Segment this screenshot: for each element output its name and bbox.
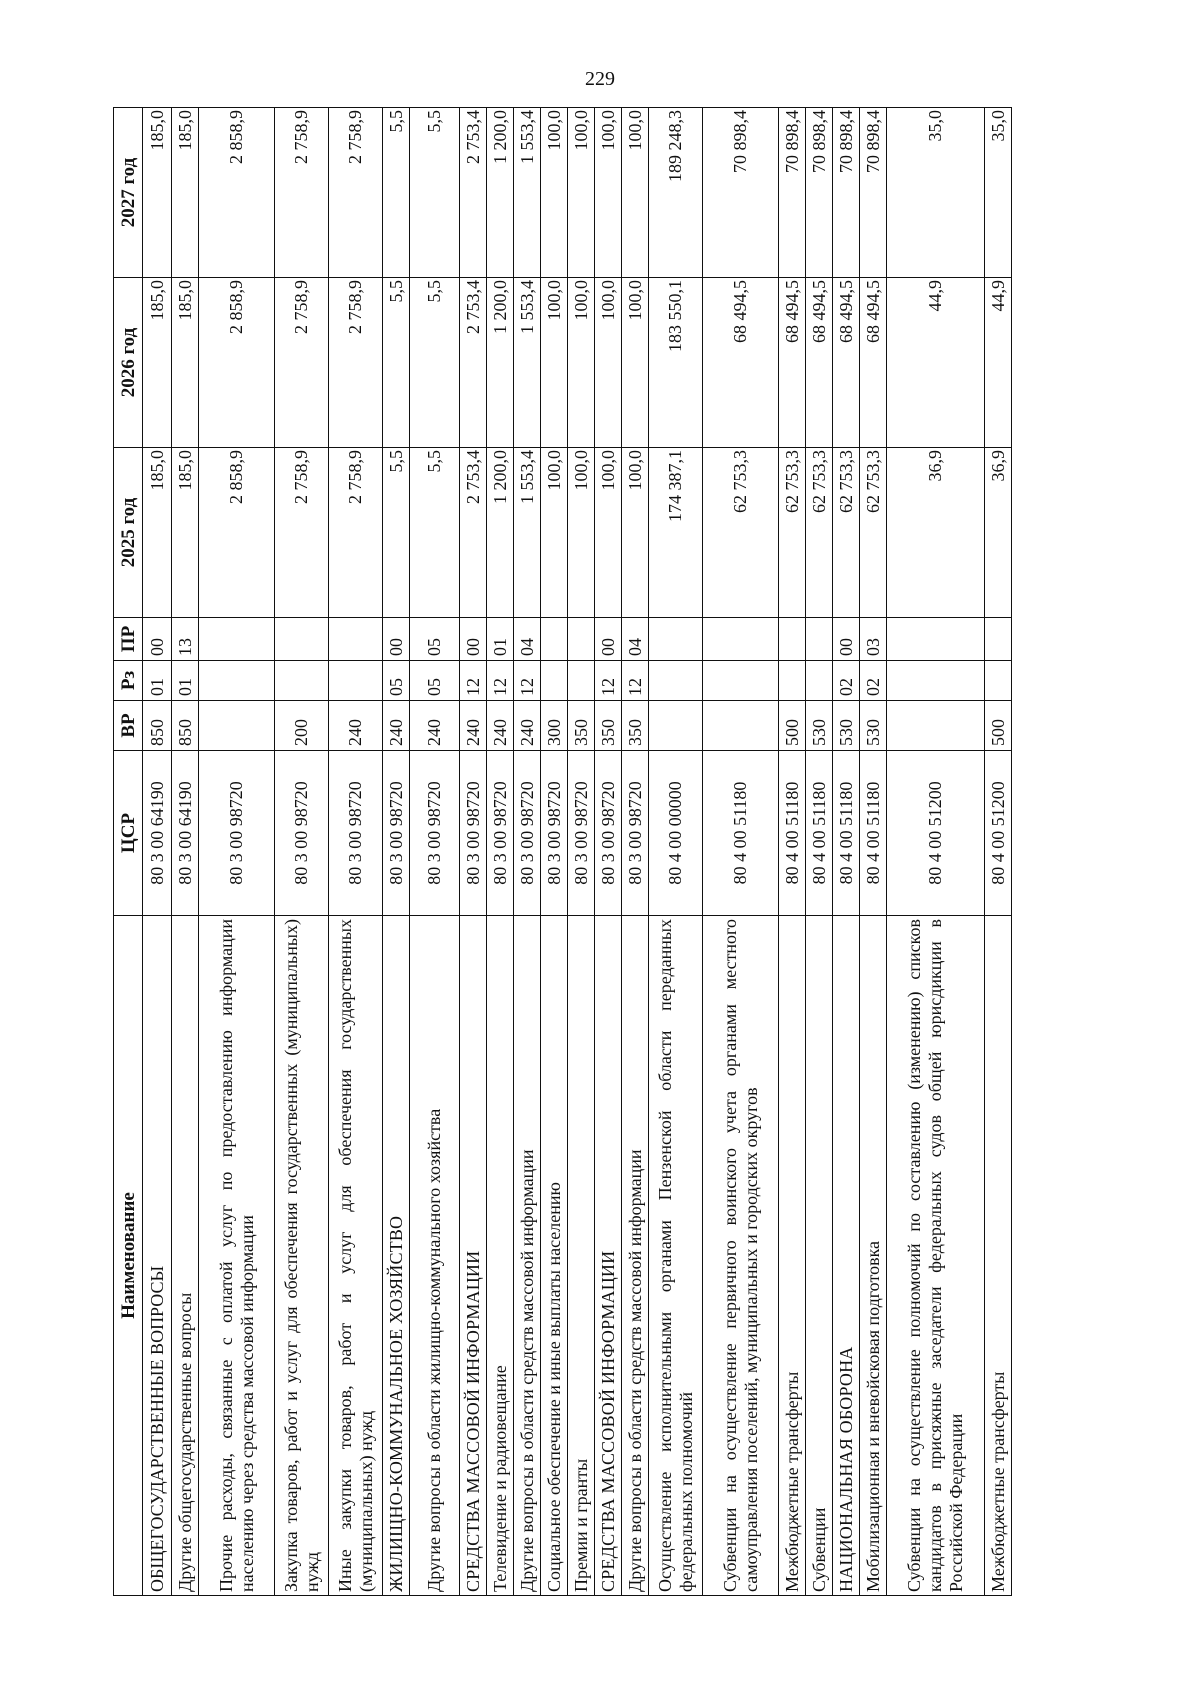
row-pr [985,618,1012,661]
header-rz: Рз [114,661,143,701]
row-2026: 5,5 [410,278,460,448]
row-2026: 100,0 [568,278,595,448]
row-2027: 2 758,9 [329,108,383,278]
row-rz: 02 [860,661,887,701]
header-csr: ЦСР [114,751,143,916]
row-name: Другие вопросы в области жилищно-коммунального хозяйства [410,916,460,1596]
row-2026: 2 758,9 [275,278,329,448]
row-2027: 100,0 [622,108,649,278]
row-2025: 62 753,3 [703,448,779,618]
row-2026: 2 858,9 [199,278,275,448]
table-row [985,108,1012,1596]
row-name: Осуществление исполнительными органами Пензенской области переданных федеральных полномочий [649,916,703,1596]
row-2027: 70 898,4 [860,108,887,278]
row-2025: 100,0 [568,448,595,618]
row-2025: 1 553,4 [514,448,541,618]
row-name: Другие вопросы в области средств массовой информации [514,916,541,1596]
row-name: Прочие расходы, связанные с оплатой услуг по предоставлению информации населению через средства массовой информации [199,916,275,1596]
row-2025: 62 753,3 [833,448,860,618]
row-csr: 80 3 00 98720 [275,751,329,916]
table-row [595,108,622,1596]
row-pr: 01 [487,618,514,661]
row-rz: 12 [622,661,649,701]
row-pr: 00 [143,618,172,661]
row-2025: 5,5 [383,448,410,618]
header-row [114,108,143,1596]
row-csr: 80 4 00 51180 [779,751,806,916]
row-name: Социальное обеспечение и иные выплаты населению [541,916,568,1596]
row-name: Межбюджетные трансферты [985,916,1012,1596]
row-pr [199,618,275,661]
row-2026: 1 553,4 [514,278,541,448]
table-row [143,108,172,1596]
row-2025: 62 753,3 [860,448,887,618]
row-rz [649,661,703,701]
row-2027: 185,0 [172,108,199,278]
row-2025: 2 858,9 [199,448,275,618]
row-2025: 62 753,3 [806,448,833,618]
table-row [514,108,541,1596]
row-csr: 80 3 00 98720 [487,751,514,916]
rotated-budget-table-wrapper [113,108,1089,1596]
row-rz: 05 [410,661,460,701]
row-rz [703,661,779,701]
table-row [383,108,410,1596]
row-2025: 2 753,4 [460,448,487,618]
row-name: НАЦИОНАЛЬНАЯ ОБОРОНА [833,916,860,1596]
row-vr: 500 [779,701,806,751]
row-rz [779,661,806,701]
row-csr: 80 3 00 98720 [622,751,649,916]
header-2027: 2027 год [114,108,143,278]
row-vr: 850 [172,701,199,751]
table-row [199,108,275,1596]
row-rz [329,661,383,701]
table-row [860,108,887,1596]
row-2026: 100,0 [622,278,649,448]
row-vr: 200 [275,701,329,751]
row-vr: 240 [487,701,514,751]
row-name: Другие вопросы в области средств массовой информации [622,916,649,1596]
row-2027: 100,0 [595,108,622,278]
row-csr: 80 4 00 51200 [887,751,985,916]
row-vr [199,701,275,751]
row-pr: 04 [622,618,649,661]
row-csr: 80 4 00 00000 [649,751,703,916]
row-2026: 68 494,5 [833,278,860,448]
row-pr [779,618,806,661]
row-vr: 240 [410,701,460,751]
row-rz: 01 [172,661,199,701]
row-pr [568,618,595,661]
row-vr: 240 [460,701,487,751]
row-2026: 2 753,4 [460,278,487,448]
row-csr: 80 4 00 51180 [703,751,779,916]
row-2026: 68 494,5 [806,278,833,448]
row-2025: 2 758,9 [329,448,383,618]
row-vr: 240 [383,701,410,751]
row-name: Субвенции на осуществление полномочий по составлению (изменению) списков кандидатов в присяжные заседатели федеральных судов общей юрисдикции в Российской Федерации [887,916,985,1596]
table-row [806,108,833,1596]
row-2026: 68 494,5 [860,278,887,448]
row-rz: 05 [383,661,410,701]
row-2026: 44,9 [985,278,1012,448]
row-2027: 1 200,0 [487,108,514,278]
row-2025: 185,0 [143,448,172,618]
row-2027: 100,0 [541,108,568,278]
row-csr: 80 3 00 98720 [329,751,383,916]
row-pr [703,618,779,661]
row-name: ЖИЛИЩНО-КОММУНАЛЬНОЕ ХОЗЯЙСТВО [383,916,410,1596]
table-row [329,108,383,1596]
row-2027: 1 553,4 [514,108,541,278]
row-name: СРЕДСТВА МАССОВОЙ ИНФОРМАЦИИ [595,916,622,1596]
row-2025: 185,0 [172,448,199,618]
row-rz [541,661,568,701]
table-row [779,108,806,1596]
row-name: Премии и гранты [568,916,595,1596]
row-2027: 70 898,4 [833,108,860,278]
budget-table [113,107,1012,1596]
table-row [487,108,514,1596]
row-2026: 68 494,5 [703,278,779,448]
row-2025: 100,0 [541,448,568,618]
row-rz [275,661,329,701]
row-2026: 2 758,9 [329,278,383,448]
row-csr: 80 3 00 98720 [460,751,487,916]
row-vr: 530 [833,701,860,751]
row-csr: 80 3 00 98720 [383,751,410,916]
header-name: Наименование [114,916,143,1596]
row-2027: 5,5 [383,108,410,278]
row-vr: 530 [806,701,833,751]
row-csr: 80 3 00 98720 [199,751,275,916]
row-pr: 13 [172,618,199,661]
row-2026: 185,0 [172,278,199,448]
row-rz: 02 [833,661,860,701]
row-pr: 00 [383,618,410,661]
row-pr: 00 [833,618,860,661]
row-name: Телевидение и радиовещание [487,916,514,1596]
table-row [275,108,329,1596]
row-2026: 100,0 [541,278,568,448]
table-row [410,108,460,1596]
row-vr: 530 [860,701,887,751]
row-pr: 00 [460,618,487,661]
row-csr: 80 4 00 51200 [985,751,1012,916]
row-2027: 2 753,4 [460,108,487,278]
row-csr: 80 3 00 98720 [541,751,568,916]
row-2027: 2 758,9 [275,108,329,278]
row-2027: 2 858,9 [199,108,275,278]
row-rz [199,661,275,701]
row-2025: 62 753,3 [779,448,806,618]
row-pr [541,618,568,661]
row-vr: 350 [568,701,595,751]
row-csr: 80 3 00 98720 [410,751,460,916]
row-vr: 350 [622,701,649,751]
row-vr: 240 [514,701,541,751]
row-csr: 80 3 00 98720 [568,751,595,916]
row-name: Закупка товаров, работ и услуг для обеспечения государственных (муниципальных) нужд [275,916,329,1596]
row-rz: 12 [595,661,622,701]
row-2026: 68 494,5 [779,278,806,448]
row-vr: 300 [541,701,568,751]
row-rz [806,661,833,701]
row-2027: 100,0 [568,108,595,278]
row-2027: 35,0 [985,108,1012,278]
row-2027: 5,5 [410,108,460,278]
table-row [833,108,860,1596]
row-2026: 183 550,1 [649,278,703,448]
row-vr [703,701,779,751]
row-2025: 36,9 [985,448,1012,618]
row-pr [275,618,329,661]
table-row [172,108,199,1596]
row-name: ОБЩЕГОСУДАРСТВЕННЫЕ ВОПРОСЫ [143,916,172,1596]
row-2025: 5,5 [410,448,460,618]
page-number: 229 [585,68,615,90]
table-header [114,108,143,1596]
row-rz: 12 [514,661,541,701]
row-pr [887,618,985,661]
table-row [541,108,568,1596]
row-2025: 2 758,9 [275,448,329,618]
row-2025: 174 387,1 [649,448,703,618]
row-rz [985,661,1012,701]
header-2025: 2025 год [114,448,143,618]
row-name: Субвенции на осуществление первичного воинского учета органами местного самоуправления поселений, муниципальных и городских округов [703,916,779,1596]
row-name: Межбюджетные трансферты [779,916,806,1596]
row-pr: 03 [860,618,887,661]
row-2026: 5,5 [383,278,410,448]
row-csr: 80 3 00 98720 [595,751,622,916]
row-2026: 185,0 [143,278,172,448]
row-vr: 350 [595,701,622,751]
row-vr [887,701,985,751]
row-pr: 05 [410,618,460,661]
table-row [649,108,703,1596]
header-2026: 2026 год [114,278,143,448]
row-csr: 80 4 00 51180 [860,751,887,916]
row-2026: 100,0 [595,278,622,448]
row-pr: 04 [514,618,541,661]
row-pr: 00 [595,618,622,661]
row-2026: 44,9 [887,278,985,448]
table-row [568,108,595,1596]
row-name: Субвенции [806,916,833,1596]
row-csr: 80 4 00 51180 [806,751,833,916]
row-vr: 240 [329,701,383,751]
row-rz: 12 [487,661,514,701]
row-2027: 70 898,4 [779,108,806,278]
header-pr: ПР [114,618,143,661]
row-rz: 12 [460,661,487,701]
row-name: Другие общегосударственные вопросы [172,916,199,1596]
row-2025: 100,0 [595,448,622,618]
header-vr: ВР [114,701,143,751]
row-2027: 70 898,4 [806,108,833,278]
row-2027: 35,0 [887,108,985,278]
table-body [143,108,1012,1596]
row-2026: 1 200,0 [487,278,514,448]
row-vr: 850 [143,701,172,751]
table-row [460,108,487,1596]
row-rz: 01 [143,661,172,701]
table-row [622,108,649,1596]
table-row [887,108,985,1596]
table-row [703,108,779,1596]
row-2025: 100,0 [622,448,649,618]
row-pr [649,618,703,661]
row-csr: 80 4 00 51180 [833,751,860,916]
row-vr [649,701,703,751]
row-vr: 500 [985,701,1012,751]
row-rz [887,661,985,701]
row-pr [806,618,833,661]
row-name: Иные закупки товаров, работ и услуг для обеспечения государственных (муниципальных) нужд [329,916,383,1596]
row-csr: 80 3 00 64190 [172,751,199,916]
row-csr: 80 3 00 64190 [143,751,172,916]
row-name: СРЕДСТВА МАССОВОЙ ИНФОРМАЦИИ [460,916,487,1596]
row-2027: 70 898,4 [703,108,779,278]
row-name: Мобилизационная и вневойсковая подготовка [860,916,887,1596]
row-2027: 185,0 [143,108,172,278]
row-pr [329,618,383,661]
row-csr: 80 3 00 98720 [514,751,541,916]
row-2025: 1 200,0 [487,448,514,618]
row-rz [568,661,595,701]
row-2027: 189 248,3 [649,108,703,278]
row-2025: 36,9 [887,448,985,618]
